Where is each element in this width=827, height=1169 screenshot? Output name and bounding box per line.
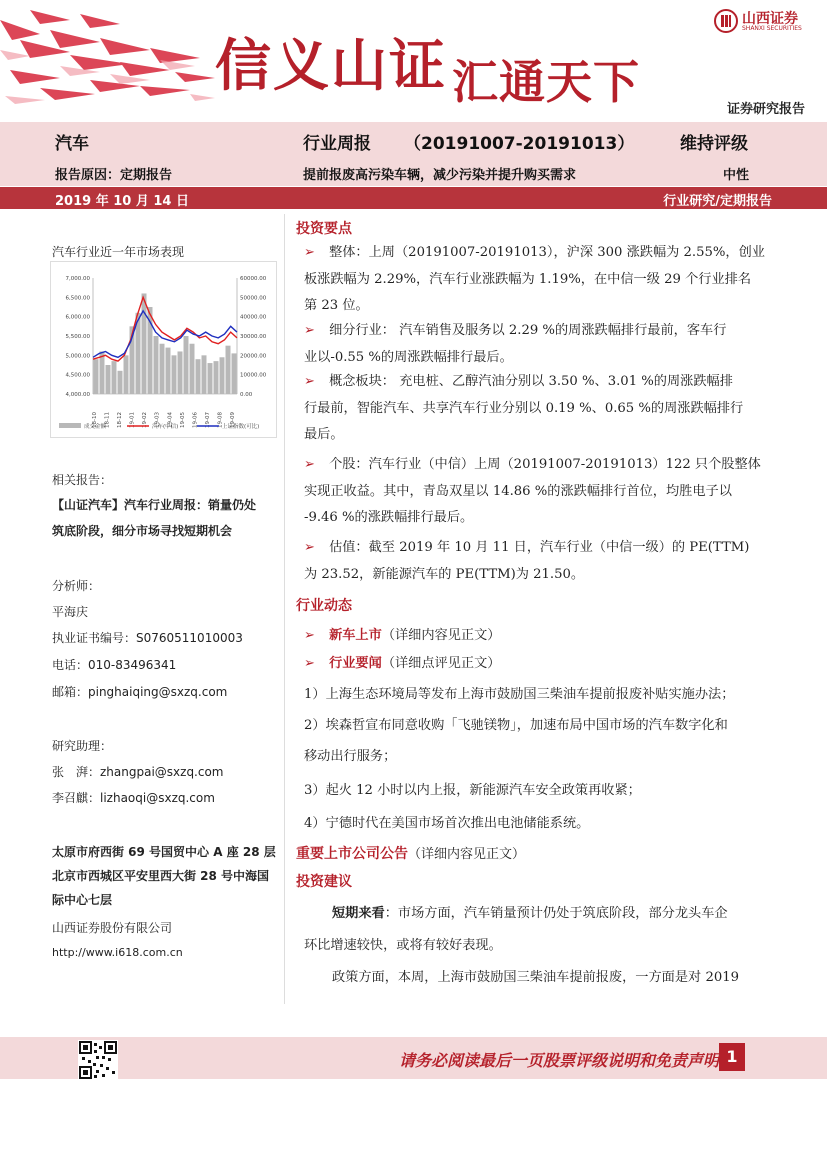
- slogan-part1: 信义山证: [215, 34, 447, 99]
- chart-volume-bar: [124, 355, 129, 394]
- analyst-email[interactable]: 邮箱：pinghaiqing@sxzq.com: [52, 685, 228, 699]
- chart-x-tick: 19-06: [192, 412, 199, 428]
- chart-y-left-tick: 4,500.00: [65, 372, 90, 379]
- highlight-subsector-line2: 业以-0.55 %的周涨跌幅排行最后。: [304, 349, 513, 365]
- address-2b: 际中心七层: [52, 893, 113, 907]
- date-band: [0, 187, 827, 209]
- news-item-2b: 移动出行服务；: [304, 749, 397, 764]
- chart-x-tick: 19-04: [167, 412, 174, 428]
- advice-line1-text: ：市场方面，汽车销量预计仍处于筑底阶段，部分龙头车企: [384, 906, 728, 921]
- bullet-arrow-icon: ➢: [304, 374, 316, 389]
- highlight-overall-line2: 板涨跌幅为 2.29%，汽车行业涨跌幅为 1.19%，在中信一级 29 个行业排名: [304, 271, 752, 287]
- chart-x-tick: 18-10: [92, 412, 98, 428]
- chart-y-left-tick: 4,000.00: [65, 392, 90, 398]
- chart-x-tick: 19-05: [179, 412, 186, 428]
- chart-volume-bar: [190, 344, 195, 394]
- news-industry[interactable]: [304, 652, 501, 671]
- analyst-phone: 电话：010-83496341: [52, 658, 177, 672]
- highlight-overall-line3: 第 23 位。: [304, 298, 369, 313]
- news-item-1: 1）上海生态环境局等发布上海市鼓励国三柴油车提前报废补贴实施办法；: [304, 687, 735, 702]
- chart-y-right-tick: 30000.00: [240, 334, 267, 340]
- chart-volume-bar: [160, 344, 165, 394]
- chart-x-tick: 19-03: [154, 412, 161, 428]
- assistant-2[interactable]: 李召麒：lizhaoqi@sxzq.com: [52, 791, 215, 805]
- chart-volume-bar: [112, 361, 117, 394]
- chart-y-right-tick: 10000.00: [240, 372, 267, 379]
- doc-type: 证券研究报告: [726, 102, 805, 117]
- rating-label: 维持评级: [680, 134, 748, 154]
- report-period: （20191007-20191013）: [404, 134, 635, 154]
- chart-volume-bar: [106, 365, 111, 394]
- related-report-line2[interactable]: 筑底阶段，细分市场寻找短期机会: [52, 524, 233, 538]
- chart-volume-bar: [154, 336, 159, 394]
- highlight-concept-line1: 概念板块： 充电桩、乙醇汽油分别以 3.50 %、3.01 %的周涨跌幅排: [329, 374, 733, 389]
- advice-line3: 政策方面，本周，上海市鼓励国三柴油车提前报废，一方面是对 2019: [332, 970, 740, 985]
- analyst-name: 平海庆: [52, 605, 89, 619]
- related-report-line1[interactable]: 【山证汽车】汽车行业周报：销量仍处: [52, 498, 257, 512]
- section-title-advice: 投资建议: [296, 874, 352, 890]
- news-industry-note: （详细点评见正文）: [381, 656, 501, 671]
- logo-cn-text: 山西证券: [742, 11, 798, 27]
- chart-volume-bar: [118, 371, 123, 394]
- footer-disclaimer[interactable]: 请务必阅读最后一页股票评级说明和免责声明: [398, 1051, 719, 1070]
- report-category: 行业研究/定期报告: [663, 194, 772, 209]
- highlight-subsector: [304, 318, 774, 371]
- market-chart: [50, 261, 277, 438]
- chart-x-tick: 18-11: [104, 412, 111, 428]
- logo-icon: [714, 9, 738, 33]
- chart-volume-bar: [208, 363, 213, 394]
- chart-volume-bar: [220, 357, 225, 394]
- highlight-concept-line2: 行最前，智能汽车、共享汽车行业分别以 0.19 %、0.65 %的周涨跌幅排行: [304, 400, 744, 416]
- advice-line2: 环比增速较快，或将有较好表现。: [304, 938, 502, 953]
- logo-en-text: SHANXI SECURITIES: [742, 25, 802, 32]
- chart-y-left-tick: 5,000.00: [65, 353, 90, 360]
- report-type: 行业周报: [303, 134, 371, 154]
- company-logo: [712, 6, 822, 36]
- chart-x-tick: 19-02: [142, 412, 149, 428]
- news-industry-label[interactable]: 行业要闻: [329, 656, 382, 671]
- chart-volume-bar: [94, 359, 99, 394]
- qr-code-icon: [78, 1040, 118, 1080]
- advice-short-term-label: 短期来看: [332, 906, 385, 921]
- chart-x-tick: 19-07: [204, 412, 211, 428]
- news-item-4: 4）宁德时代在美国市场首次推出电池储能系统。: [304, 816, 590, 831]
- highlight-overall: [304, 240, 774, 320]
- chart-x-tick: 19-08: [217, 412, 224, 428]
- chart-y-right-tick: 20000.00: [240, 353, 267, 360]
- chart-volume-bar: [202, 355, 207, 394]
- address-2a: 北京市西城区平安里西大街 28 号中海国: [52, 869, 270, 883]
- report-date: 2019 年 10 月 14 日: [55, 194, 189, 209]
- highlight-valuation-line2: 为 23.52，新能源汽车的 PE(TTM)为 21.50。: [304, 566, 585, 582]
- chart-y-left-tick: 7,000.00: [65, 276, 90, 282]
- highlight-subsector-line1: 细分行业： 汽车销售及服务以 2.29 %的周涨跌幅排行最前，客车行: [329, 323, 727, 338]
- news-new-cars[interactable]: [304, 624, 501, 643]
- chart-volume-bar: [214, 361, 219, 394]
- report-reason: 报告原因：定期报告: [55, 168, 173, 183]
- chart-volume-bar: [142, 293, 147, 394]
- news-item-3: 3）起火 12 小时以内上报，新能源汽车安全政策再收紧；: [304, 783, 641, 798]
- chart-y-left-tick: 5,500.00: [65, 334, 90, 340]
- chart-legend-index: 上证指数(可比): [222, 424, 260, 430]
- industry-label: 汽车: [55, 134, 89, 154]
- chart-volume-bar: [226, 346, 231, 394]
- chart-volume-bar: [196, 359, 201, 394]
- section-title-announcements: [296, 843, 525, 863]
- slogan-part2: 汇通天下: [452, 55, 640, 109]
- chart-legend-swatch-volume: [59, 423, 81, 428]
- highlight-concept-line3: 最后。: [304, 427, 344, 442]
- analyst-title: 分析师：: [52, 579, 101, 593]
- company-name: 山西证券股份有限公司: [52, 921, 173, 935]
- news-item-2a: 2）埃森哲宣布同意收购「飞驰镁物」，加速布局中国市场的汽车数字化和: [304, 718, 728, 733]
- bullet-arrow-icon: ➢: [304, 457, 316, 472]
- chart-y-right-tick: 60000.00: [240, 276, 267, 282]
- chart-volume-bar: [166, 348, 171, 394]
- chart-y-left-tick: 6,500.00: [65, 295, 90, 302]
- highlight-concept: [304, 369, 774, 449]
- chart-y-left-tick: 6,000.00: [65, 314, 90, 321]
- highlight-stocks-line3: -9.46 %的涨跌幅排行最后。: [304, 510, 474, 525]
- chart-volume-bar: [184, 336, 189, 394]
- assistant-1[interactable]: 张 湃：zhangpai@sxzq.com: [52, 765, 224, 779]
- related-title: 相关报告：: [52, 473, 113, 487]
- qr-code: [78, 1040, 118, 1080]
- announcements-note: （详细内容见正文）: [408, 847, 526, 862]
- address-1: 太原市府西街 69 号国贸中心 A 座 28 层: [52, 845, 276, 859]
- bullet-arrow-icon: ➢: [304, 323, 316, 338]
- rating-value: 中性: [723, 168, 750, 183]
- column-divider: [284, 214, 285, 1004]
- chart-y-right-tick: 50000.00: [240, 295, 267, 302]
- chart-y-right-tick: 0.00: [240, 392, 253, 398]
- highlight-stocks: [304, 452, 774, 532]
- news-new-cars-label[interactable]: 新车上市: [329, 628, 382, 643]
- highlight-stocks-line2: 实现正收益。其中，青岛双星以 14.86 %的涨跌幅排行首位，均胜电子以: [304, 483, 732, 499]
- highlight-overall-line1: 整体：上周（20191007-20191013），沪深 300 涨跌幅为 2.55%，创业: [329, 245, 765, 260]
- analyst-license: 执业证书编号：S0760511010003: [52, 631, 243, 645]
- chart-volume-bar: [178, 351, 183, 394]
- advice-line1: [332, 902, 728, 921]
- chart-volume-bar: [172, 355, 177, 394]
- section-title-highlights: 投资要点: [296, 221, 352, 237]
- chart-title: 汽车行业近一年市场表现: [52, 245, 185, 259]
- chart-line-auto: [93, 297, 237, 361]
- announcements-title: 重要上市公司公告: [296, 846, 408, 862]
- page-number: 1: [719, 1043, 745, 1071]
- company-website[interactable]: http://www.i618.com.cn: [52, 946, 183, 959]
- news-new-cars-note: （详细内容见正文）: [381, 628, 501, 643]
- chart-x-tick: 19-09: [230, 412, 236, 428]
- bullet-arrow-icon: ➢: [304, 656, 316, 671]
- report-subtitle: 提前报废高污染车辆，减少污染并提升购买需求: [303, 168, 577, 183]
- chart-volume-bar: [232, 353, 237, 394]
- chart-legend-auto: 汽车(中信): [152, 424, 179, 430]
- highlight-valuation-line1: 估值：截至 2019 年 10 月 11 日，汽车行业（中信一级）的 PE(TTM): [329, 540, 750, 555]
- chart-x-tick: 18-12: [117, 412, 124, 428]
- chart-volume-bar: [100, 351, 105, 394]
- chart-legend-volume: 成交金额: [84, 424, 107, 430]
- bullet-arrow-icon: ➢: [304, 245, 316, 260]
- market-chart-svg: [51, 262, 276, 437]
- chart-y-right-tick: 40000.00: [240, 314, 267, 321]
- assistant-title: 研究助理：: [52, 739, 113, 753]
- bullet-arrow-icon: ➢: [304, 540, 316, 555]
- highlight-valuation: [304, 535, 774, 588]
- chart-x-tick: 19-01: [129, 412, 136, 428]
- section-title-dynamics: 行业动态: [296, 598, 352, 614]
- bullet-arrow-icon: ➢: [304, 628, 316, 643]
- highlight-stocks-line1: 个股：汽车行业（中信）上周（20191007-20191013）122 只个股整体: [329, 457, 761, 472]
